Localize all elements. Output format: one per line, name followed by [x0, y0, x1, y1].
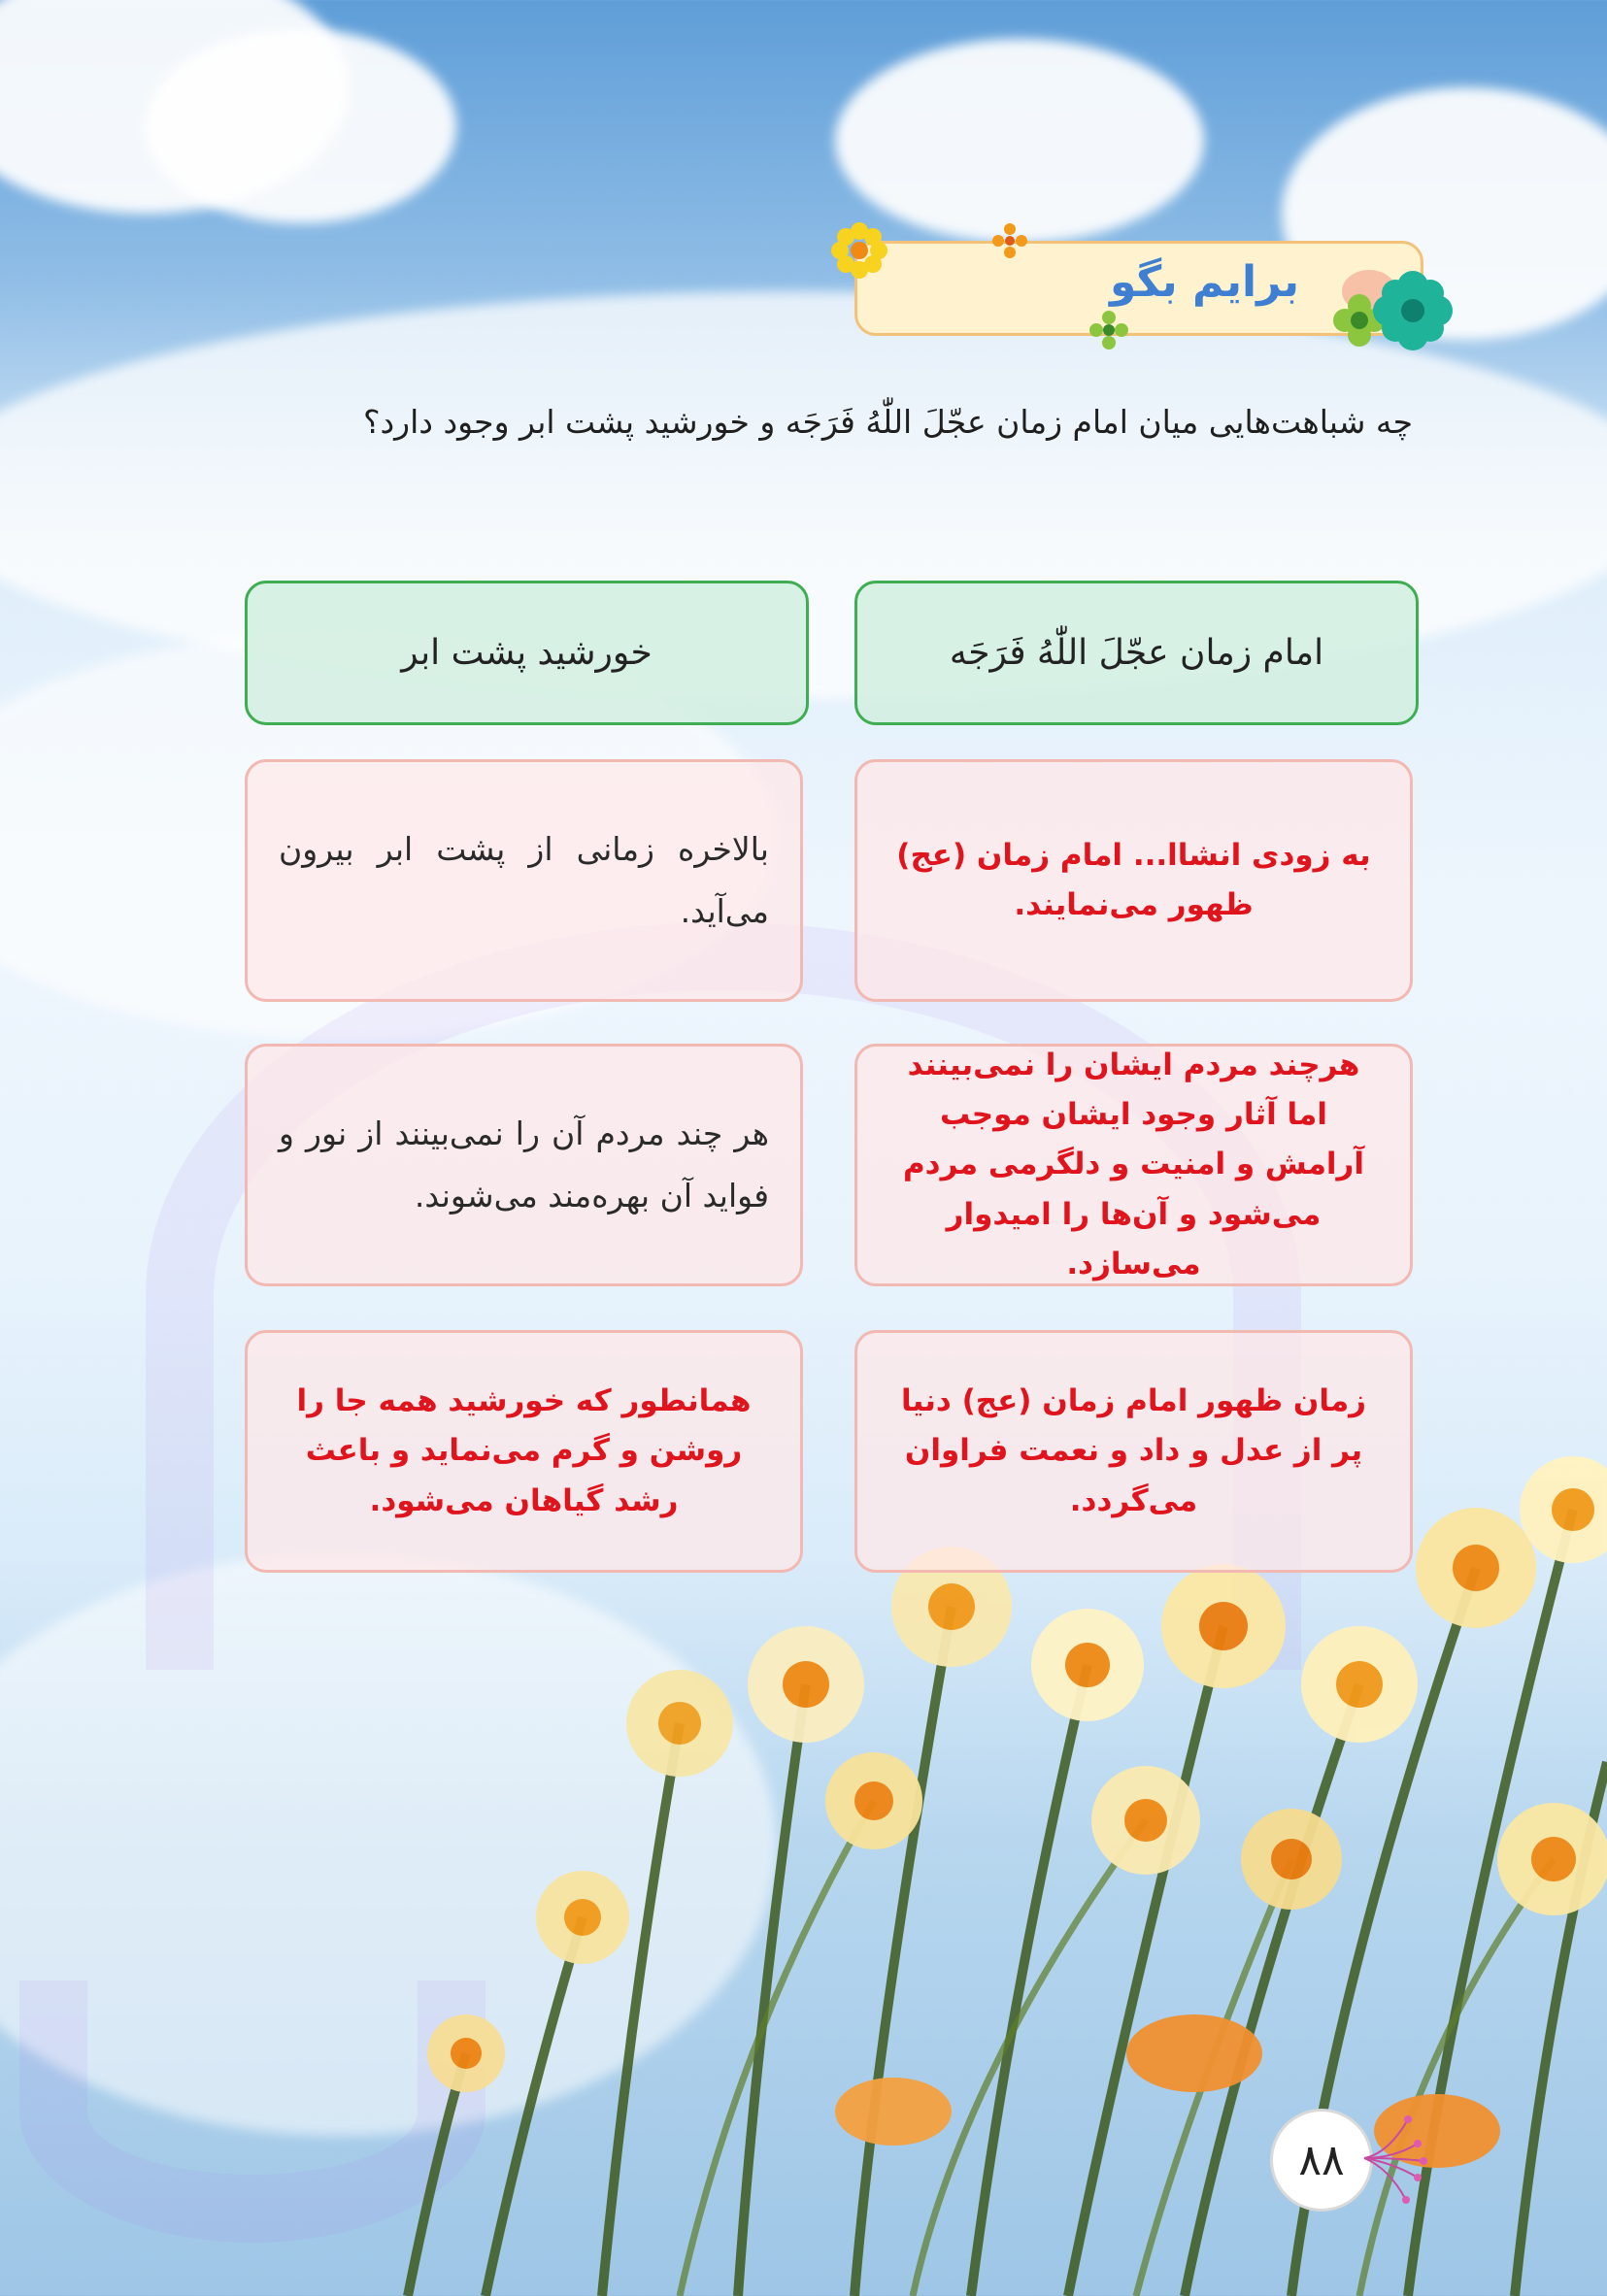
cloud — [146, 29, 456, 223]
answer-cell-imam: هرچند مردم ایشان را نمی‌بینند اما آثار وجود ایشان موجب آرامش و امنیت و دلگرمی مردم می‌شود و آن‌ها را امیدوار می‌سازد. — [854, 1044, 1413, 1286]
flower-icon — [992, 223, 1027, 258]
column-header-imam: امام زمان عجّلَ اللّٰهُ فَرَجَه — [854, 581, 1419, 725]
cloud — [835, 39, 1204, 243]
answer-cell-imam: به زودی انشاا... امام زمان (عج) ظهور می‌نمایند. — [854, 759, 1413, 1002]
section-title: برایم بگو — [1109, 257, 1299, 307]
page-number: ۸۸ — [1270, 2109, 1373, 2212]
flower-cluster-icon — [1321, 252, 1456, 359]
answer-cell-sun: همانطور که خورشید همه جا را روشن و گرم می‌نماید و باعث رشد گیاهان می‌شود. — [245, 1330, 803, 1573]
prompt-cell-imam: زمان ظهور امام زمان (عج) دنیا پر از عدل و داد و نعمت فراوان می‌گردد. — [854, 1330, 1413, 1573]
dandelion-icon — [1359, 2105, 1427, 2212]
column-header-sun: خورشید پشت ابر — [245, 581, 809, 725]
prompt-cell-sun: بالاخره زمانی از پشت ابر بیرون می‌آید. — [245, 759, 803, 1002]
prompt-cell-sun: هر چند مردم آن را نمی‌بینند از نور و فواید آن بهره‌مند می‌شوند. — [245, 1044, 803, 1286]
flower-icon — [1089, 311, 1128, 349]
flower-icon — [830, 221, 888, 280]
question-text: چه شباهت‌هایی میان امام زمان عجّلَ اللّٰهُ فَرَجَه و خورشید پشت ابر وجود دارد؟ — [362, 403, 1413, 441]
